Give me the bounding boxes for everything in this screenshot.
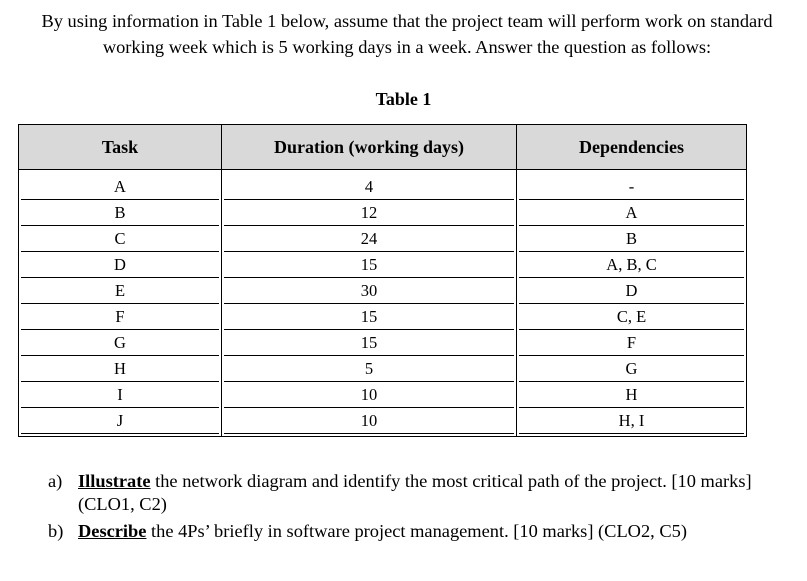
table-header-row bbox=[19, 125, 747, 170]
question-text: the 4Ps’ briefly in software project management. [10 marks] (CLO2, C5) bbox=[146, 521, 687, 541]
duration-cell: 15 bbox=[224, 330, 514, 356]
duration-cell: 24 bbox=[224, 226, 514, 252]
question-keyword: Illustrate bbox=[78, 471, 151, 491]
table-row bbox=[19, 252, 747, 278]
task-cell: I bbox=[21, 382, 219, 408]
dependencies-cell: H bbox=[519, 382, 744, 408]
task-cell: C bbox=[21, 226, 219, 252]
table-row bbox=[19, 278, 747, 304]
instructions-paragraph: By using information in Table 1 below, assume that the project team will perform work on standard working week which is 5 working days in a week. Answer the question as follows: bbox=[41, 11, 773, 57]
duration-cell: 4 bbox=[224, 174, 514, 200]
dependencies-cell: H, I bbox=[519, 408, 744, 434]
question-label: b) bbox=[48, 521, 64, 541]
duration-cell: 15 bbox=[224, 252, 514, 278]
task-cell: J bbox=[21, 408, 219, 434]
question-keyword: Describe bbox=[78, 521, 147, 541]
dependencies-cell: G bbox=[519, 356, 744, 382]
question-text: the network diagram and identify the most critical path of the project. [10 marks] (CLO1, C2) bbox=[78, 471, 752, 514]
dependencies-cell: B bbox=[519, 226, 744, 252]
duration-cell: 12 bbox=[224, 200, 514, 226]
task-cell: D bbox=[21, 252, 219, 278]
header-dependencies: Dependencies bbox=[517, 125, 747, 170]
task-cell: G bbox=[21, 330, 219, 356]
task-cell: F bbox=[21, 304, 219, 330]
dependencies-cell: A, B, C bbox=[519, 252, 744, 278]
questions-list bbox=[48, 470, 778, 547]
dependencies-cell: - bbox=[519, 174, 744, 200]
duration-cell: 10 bbox=[224, 382, 514, 408]
question-a bbox=[48, 470, 778, 516]
header-duration: Duration (working days) bbox=[222, 125, 517, 170]
dependencies-cell: D bbox=[519, 278, 744, 304]
dependencies-cell: F bbox=[519, 330, 744, 356]
table-row bbox=[19, 408, 747, 437]
task-cell: A bbox=[21, 174, 219, 200]
dependencies-cell: C, E bbox=[519, 304, 744, 330]
table-caption: Table 1 bbox=[375, 89, 432, 109]
table-row bbox=[19, 304, 747, 330]
question-b bbox=[48, 520, 778, 543]
table-row bbox=[19, 200, 747, 226]
dependencies-cell: A bbox=[519, 200, 744, 226]
duration-cell: 15 bbox=[224, 304, 514, 330]
header-task: Task bbox=[19, 125, 222, 170]
question-label: a) bbox=[48, 471, 63, 491]
table-row bbox=[19, 382, 747, 408]
table-row bbox=[19, 226, 747, 252]
duration-cell: 30 bbox=[224, 278, 514, 304]
table-row bbox=[19, 170, 747, 201]
table-row bbox=[19, 330, 747, 356]
task-cell: E bbox=[21, 278, 219, 304]
table-row bbox=[19, 356, 747, 382]
duration-cell: 5 bbox=[224, 356, 514, 382]
task-cell: B bbox=[21, 200, 219, 226]
task-table bbox=[18, 124, 747, 437]
task-cell: H bbox=[21, 356, 219, 382]
duration-cell: 10 bbox=[224, 408, 514, 434]
